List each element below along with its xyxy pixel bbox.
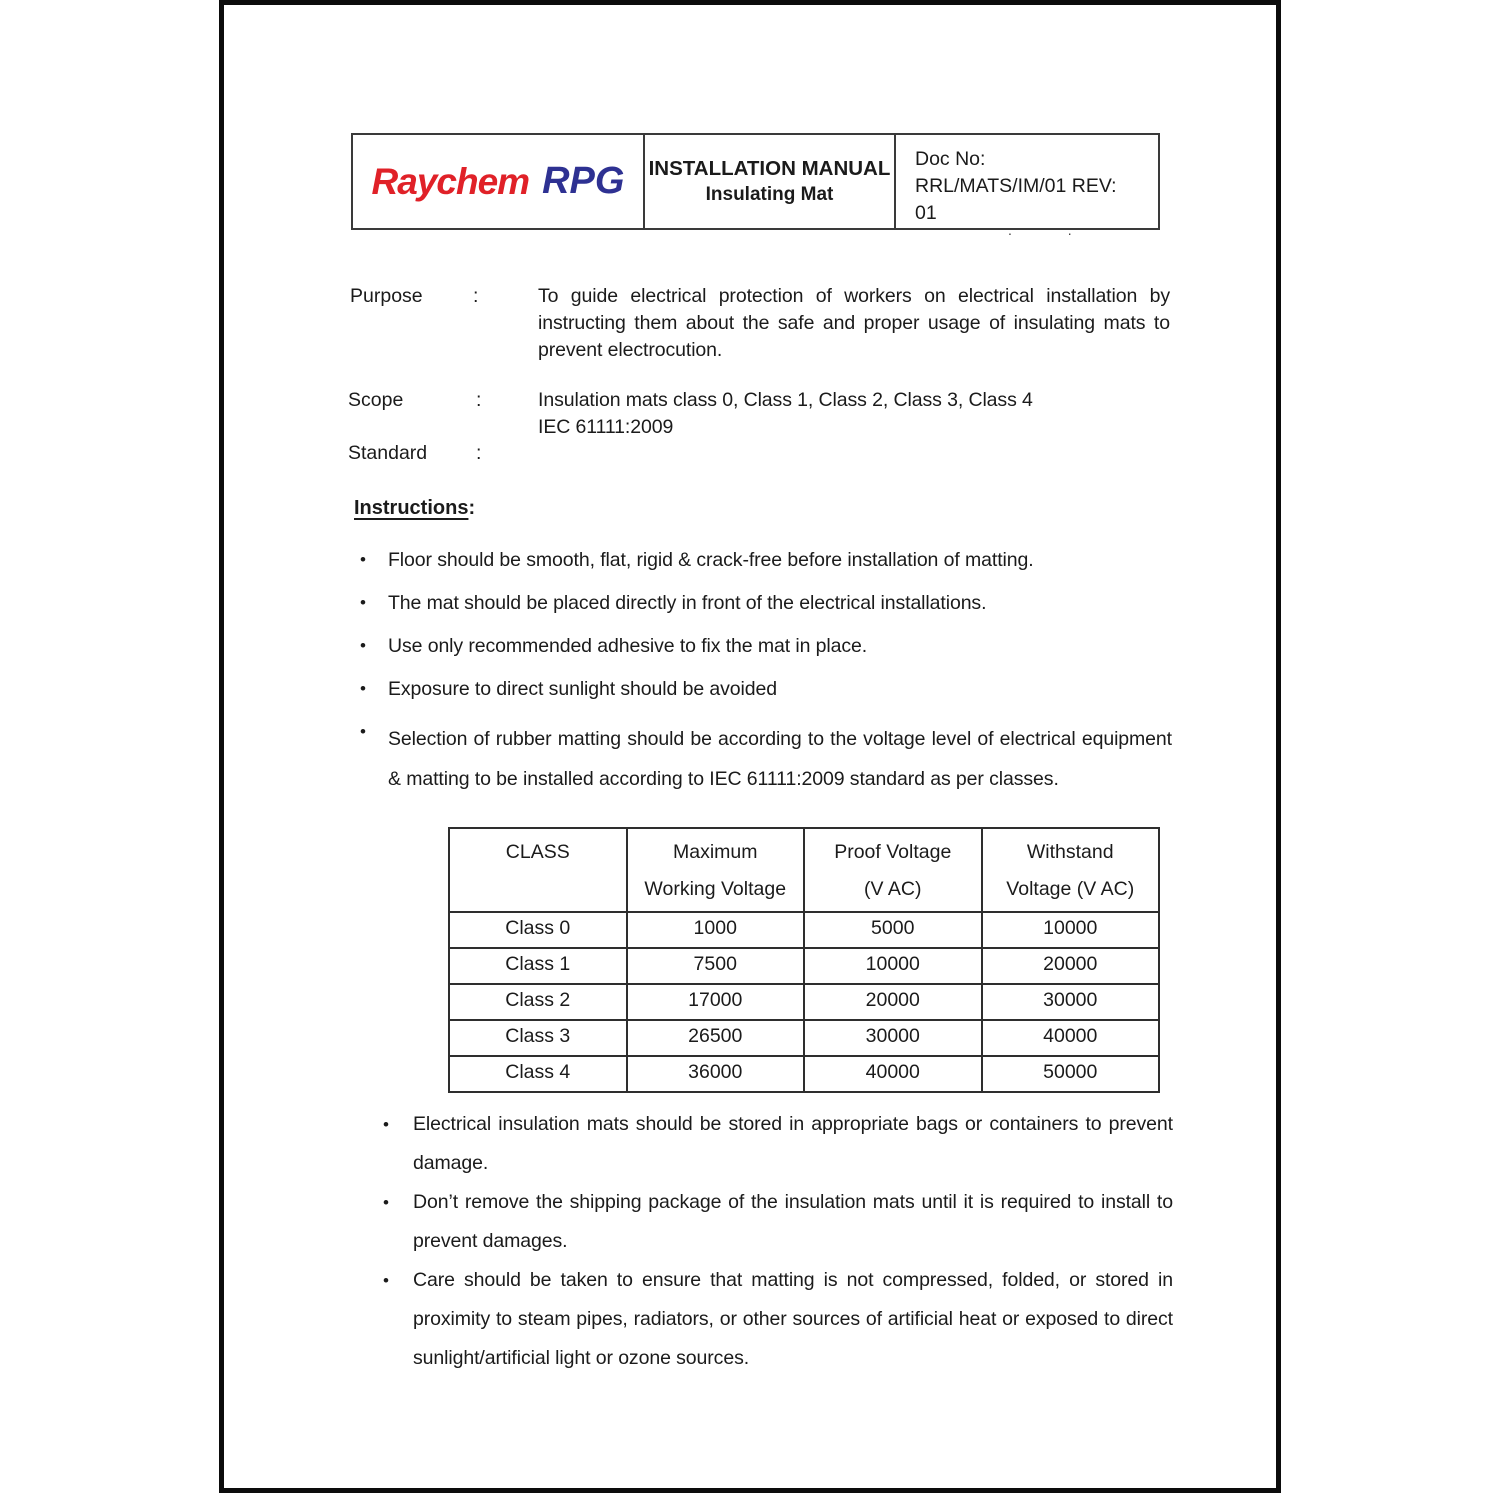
list-item bbox=[383, 1261, 1173, 1378]
bullet-icon: • bbox=[383, 1193, 389, 1212]
bullet-icon: • bbox=[360, 636, 366, 655]
bullet-icon: • bbox=[360, 593, 366, 612]
cell-max-voltage: 1000 bbox=[627, 912, 805, 948]
list-item bbox=[360, 547, 1172, 573]
purpose-label: Purpose bbox=[350, 285, 423, 307]
header-line: Maximum bbox=[672, 841, 758, 863]
bullet-icon: • bbox=[360, 722, 366, 741]
cell-withstand-voltage: 10000 bbox=[982, 912, 1160, 948]
storage-note-text: Care should be taken to ensure that matting is not compressed, folded, or stored in proximity to steam pipes, radiators, or other sources of artificial heat or exposed to direct sunlight/artificial light or ozone sources. bbox=[413, 1269, 1173, 1369]
cell-max-voltage: 17000 bbox=[627, 984, 805, 1020]
cell-class: Class 4 bbox=[449, 1056, 627, 1092]
cell-proof-voltage: 30000 bbox=[804, 1020, 982, 1056]
header-line: Withstand bbox=[1026, 841, 1114, 863]
document-title-cell bbox=[645, 135, 896, 228]
scope-text bbox=[538, 387, 1178, 441]
bullet-icon: • bbox=[383, 1115, 389, 1134]
column-header-class bbox=[449, 828, 627, 912]
list-item bbox=[360, 676, 1172, 702]
list-item bbox=[360, 719, 1172, 799]
bullet-icon: • bbox=[360, 679, 366, 698]
cell-class: Class 0 bbox=[449, 912, 627, 948]
header-line: Working Voltage bbox=[644, 878, 787, 900]
cell-withstand-voltage: 50000 bbox=[982, 1056, 1160, 1092]
instruction-text: Exposure to direct sunlight should be avoided bbox=[388, 678, 778, 700]
list-item bbox=[383, 1105, 1173, 1183]
cell-proof-voltage: 40000 bbox=[804, 1056, 982, 1092]
header-line: Proof Voltage bbox=[834, 841, 952, 863]
header-table bbox=[351, 133, 1160, 238]
doc-no-label: Doc No: bbox=[915, 148, 986, 170]
cell-proof-voltage: 20000 bbox=[804, 984, 982, 1020]
doc-no-value: RRL/MATS/IM/01 REV: bbox=[915, 175, 1117, 197]
raychem-logo: Raychem bbox=[371, 160, 530, 202]
cell-max-voltage: 26500 bbox=[627, 1020, 805, 1056]
instructions-heading-colon: : bbox=[468, 497, 476, 519]
purpose-text: To guide electrical protection of workers on electrical installation by instructing them about the safe and proper usage of insulating mats to prevent electrocution. bbox=[538, 285, 1170, 361]
storage-note-text: Electrical insulation mats should be stored in appropriate bags or containers to prevent damage. bbox=[413, 1113, 1173, 1174]
column-header-proof-voltage bbox=[804, 828, 982, 912]
document-page bbox=[219, 0, 1281, 1493]
cell-withstand-voltage: 20000 bbox=[982, 948, 1160, 984]
cell-class: Class 2 bbox=[449, 984, 627, 1020]
list-item bbox=[360, 590, 1172, 616]
table-row bbox=[449, 912, 1159, 948]
cell-withstand-voltage: 40000 bbox=[982, 1020, 1160, 1056]
cell-proof-voltage: 5000 bbox=[804, 912, 982, 948]
bullet-icon: • bbox=[360, 550, 366, 569]
instruction-text: Selection of rubber matting should be according to the voltage level of electrical equipment & matting to be installed according to IEC 61111:2009 standard as per classes. bbox=[388, 728, 1172, 790]
column-header-withstand-voltage bbox=[982, 828, 1160, 912]
scope-line-2: IEC 61111:2009 bbox=[538, 416, 674, 438]
list-item bbox=[383, 1183, 1173, 1261]
cell-class: Class 3 bbox=[449, 1020, 627, 1056]
doc-rev-value: 01 bbox=[915, 202, 937, 224]
bullet-icon: • bbox=[383, 1271, 389, 1290]
instruction-text: Floor should be smooth, flat, rigid & crack-free before installation of matting. bbox=[388, 549, 1034, 571]
document-title: INSTALLATION MANUAL bbox=[648, 156, 891, 180]
cell-max-voltage: 36000 bbox=[627, 1056, 805, 1092]
table-row bbox=[449, 984, 1159, 1020]
purpose-colon: : bbox=[473, 285, 479, 307]
rpg-logo: RPG bbox=[542, 160, 625, 202]
standard-label: Standard bbox=[348, 442, 428, 464]
clipped-text-fragment: . . bbox=[1008, 222, 1098, 238]
table-row bbox=[449, 1020, 1159, 1056]
header-line: Voltage (V AC) bbox=[1006, 878, 1135, 900]
instruction-text: Use only recommended adhesive to fix the mat in place. bbox=[388, 635, 868, 657]
doc-number-cell bbox=[896, 135, 1158, 238]
scope-colon: : bbox=[476, 389, 482, 411]
table-row bbox=[449, 948, 1159, 984]
storage-notes-list bbox=[383, 1105, 1173, 1378]
instructions-heading-text: Instructions bbox=[354, 497, 469, 519]
table-row bbox=[449, 1056, 1159, 1092]
table-header-row bbox=[449, 828, 1159, 912]
cell-class: Class 1 bbox=[449, 948, 627, 984]
cell-withstand-voltage: 30000 bbox=[982, 984, 1160, 1020]
scope-label: Scope bbox=[348, 389, 404, 411]
instructions-list bbox=[360, 547, 1172, 816]
instruction-text: The mat should be placed directly in front of the electrical installations. bbox=[388, 592, 987, 614]
column-header-max-working-voltage bbox=[627, 828, 805, 912]
document-subtitle: Insulating Mat bbox=[705, 183, 834, 205]
list-item bbox=[360, 633, 1172, 659]
voltage-class-table bbox=[448, 827, 1160, 1093]
logo-cell bbox=[353, 135, 645, 228]
header-line: CLASS bbox=[505, 841, 570, 863]
storage-note-text: Don’t remove the shipping package of the insulation mats until it is required to install to prevent damages. bbox=[413, 1191, 1173, 1252]
instructions-heading bbox=[354, 497, 475, 520]
cell-max-voltage: 7500 bbox=[627, 948, 805, 984]
cell-proof-voltage: 10000 bbox=[804, 948, 982, 984]
header-line: (V AC) bbox=[864, 878, 922, 900]
scope-line-1: Insulation mats class 0, Class 1, Class 2, Class 3, Class 4 bbox=[538, 389, 1033, 411]
standard-colon: : bbox=[476, 442, 482, 464]
